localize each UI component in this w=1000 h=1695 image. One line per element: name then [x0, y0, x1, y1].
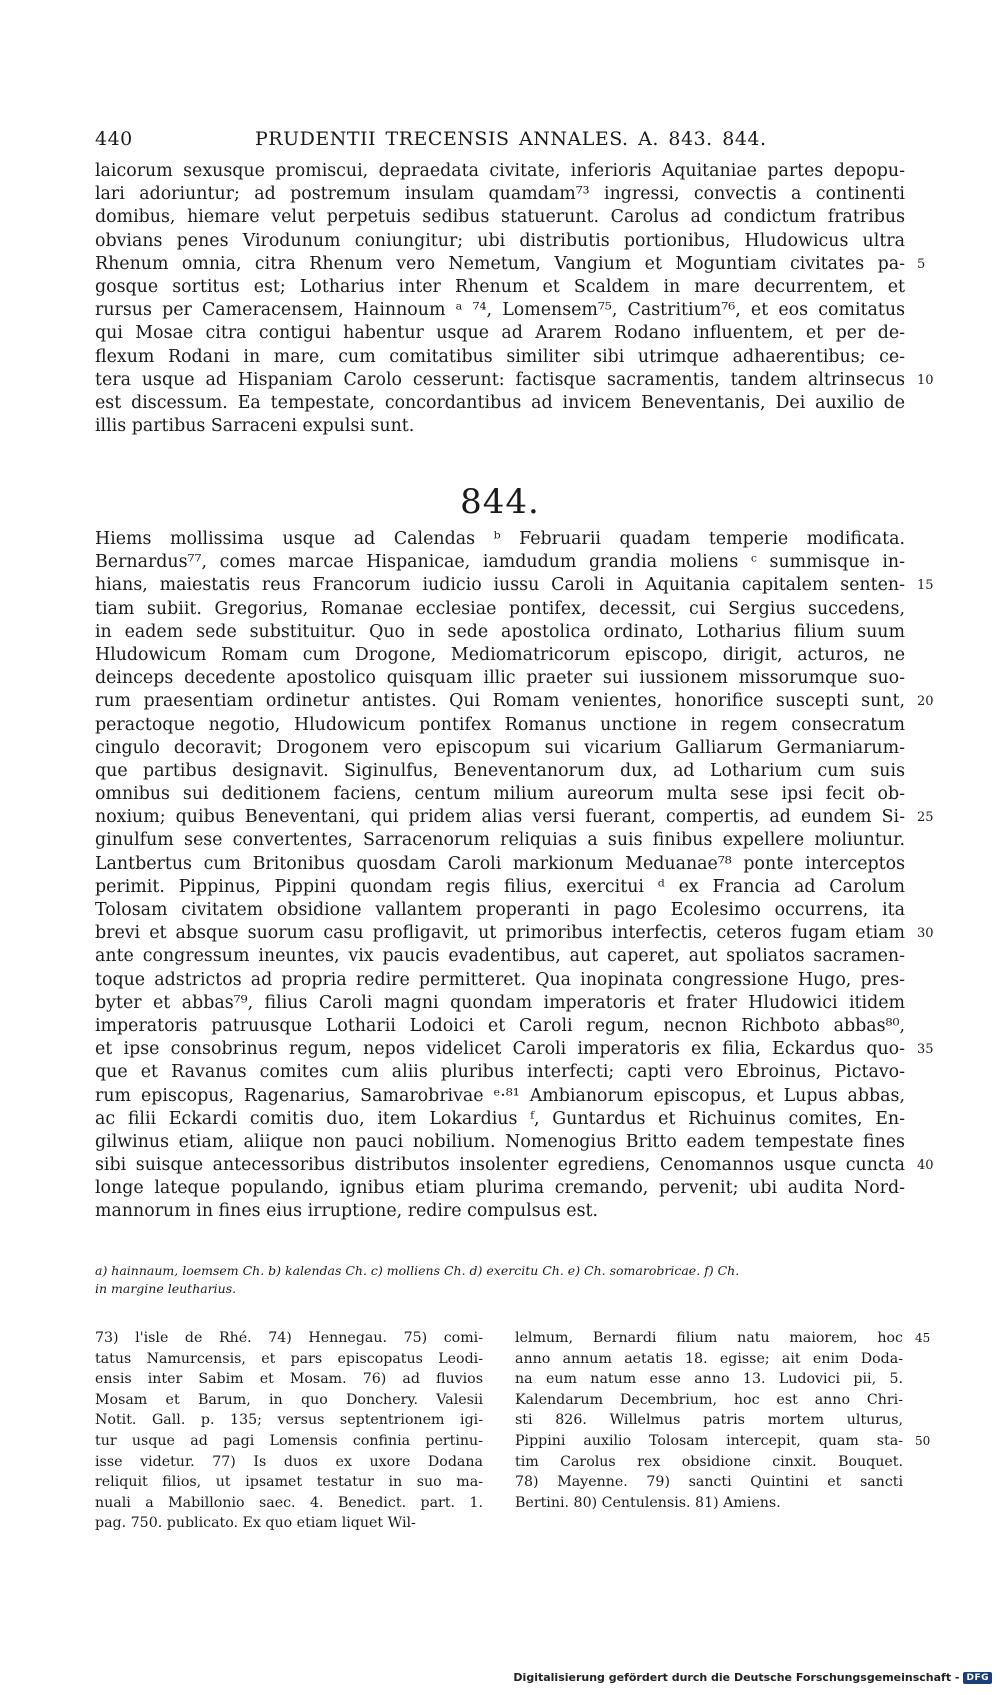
text-line [95, 1513, 483, 1534]
line-text: tera usque ad Hispaniam Carolo cesserunt: factisque sacramentis, tandem altrinsecus [95, 369, 905, 390]
text-line [95, 1200, 905, 1223]
text-line [95, 644, 905, 667]
text-line [95, 160, 905, 183]
line-text: sibi suisque antecessoribus distributos insolenter egrediens, Cenomannos usque cuncta [95, 1155, 905, 1176]
line-text: deinceps decedente apostolico quisquam illic praeter sui iussionem missorumque suo- [95, 668, 905, 689]
line-text: Pippini auxilio Tolosam intercepit, quam sta- [515, 1432, 903, 1449]
text-line [95, 528, 905, 551]
annals-843-text [95, 160, 934, 438]
text-line [95, 690, 934, 713]
line-text: domibus, hiemare velut perpetuis sedibus statuerunt. Carolus ad condictum fratribus [95, 207, 905, 228]
text-line [95, 299, 905, 322]
text-line [515, 1452, 903, 1473]
running-title: PRUDENTII TRECENSIS ANNALES. A. 843. 844. [255, 128, 767, 150]
text-line [95, 922, 934, 945]
line-text: Mosam et Barum, in quo Donchery. Valesii [95, 1391, 483, 1408]
page-number: 440 [95, 128, 133, 150]
text-line [515, 1390, 903, 1411]
text-line [95, 1038, 934, 1061]
line-text: ante congressum ineuntes, vix paucis evadentibus, aut caperet, aut spoliatos sacramen- [95, 946, 905, 967]
text-line [95, 737, 905, 760]
line-number: 10 [917, 372, 934, 388]
line-text: qui Mosae citra contigui habentur usque ad Ararem Rodano influentem, et per de- [95, 323, 905, 344]
text-line [95, 1472, 483, 1493]
text-line [95, 760, 905, 783]
text-line [95, 1177, 905, 1200]
line-text: gilwinus etiam, aliique non pauci nobilium. Nomenogius Britto eadem tempestate fines [95, 1131, 905, 1152]
line-text: byter et abbas⁷⁹, filius Caroli magni quondam imperatoris et frater Hludowici itidem [95, 992, 905, 1013]
line-number: 15 [917, 578, 934, 594]
text-line [95, 276, 905, 299]
text-line [95, 1431, 483, 1452]
line-number: 30 [917, 926, 934, 942]
text-line [95, 1369, 483, 1390]
line-text: perimit. Pippinus, Pippini quondam regis filius, exercitui ᵈ ex Francia ad Carolum [95, 876, 905, 897]
text-line [515, 1349, 903, 1370]
text-line [95, 1085, 905, 1108]
line-text: Notit. Gall. p. 135; versus septentrionem igi- [95, 1412, 483, 1429]
text-line [515, 1472, 903, 1493]
text-line [95, 1328, 483, 1349]
line-text: hians, maiestatis reus Francorum iudicio iussu Caroli in Aquitania capitalem senten- [95, 575, 905, 596]
line-text: ensis inter Sabim et Mosam. 76) ad fluvios [95, 1371, 483, 1388]
line-text: ac filii Eckardi comitis duo, item Lokardius ᶠ, Guntardus et Richuinus comites, En- [95, 1108, 905, 1129]
annals-844-text [95, 528, 934, 1224]
text-line [95, 183, 905, 206]
line-text: pag. 750. publicato. Ex quo etiam liquet Wil- [95, 1515, 416, 1532]
line-text: tiam subiit. Gregorius, Romanae ecclesiae pontifex, decessit, cui Sergius succedens, [95, 598, 905, 619]
footnotes-left-column [95, 1328, 483, 1534]
line-text: Hiems mollissima usque ad Calendas ᵇ Februarii quadam temperie modificata. [95, 529, 905, 549]
text-line [95, 783, 905, 806]
line-text: in eadem sede substituitur. Quo in sede apostolica ordinato, Lotharius filium suum [95, 621, 905, 642]
text-line [95, 346, 905, 369]
line-text: nuali a Mabillonio saec. 4. Benedict. part. 1. [95, 1494, 483, 1511]
dfg-logo: DFG [963, 1672, 992, 1684]
line-text: noxium; quibus Beneventani, qui pridem alias versi fuerant, compertis, ad eundem Si- [95, 807, 905, 828]
text-line [95, 667, 905, 690]
line-text: obvians penes Virodunum coniungitur; ubi distributis portionibus, Hludowicus ultra [95, 230, 905, 251]
line-text: Bernardus⁷⁷, comes marcae Hispanicae, iamdudum grandia moliens ᶜ summisque in- [95, 552, 905, 573]
text-line [95, 1493, 483, 1514]
text-line [95, 969, 905, 992]
text-line [95, 1452, 483, 1473]
line-text: tatus Namurcensis, et pars episcopatus Leodi- [95, 1350, 483, 1367]
line-text: sti 826. Willelmus patris mortem ulturus, [515, 1412, 903, 1429]
line-text: Lantbertus cum Britonibus quosdam Caroli markionum Meduanae⁷⁸ ponte interceptos [95, 853, 905, 874]
line-text: rum episcopus, Ragenarius, Samarobrivae ᵉ·⁸¹ Ambianorum episcopus, et Lupus abbas, [95, 1085, 905, 1106]
line-number: 20 [917, 694, 934, 710]
text-line [95, 253, 926, 276]
footnotes-right-column [515, 1328, 931, 1513]
line-text: Bertini. 80) Centulensis. 81) Amiens. [515, 1494, 781, 1511]
line-text: Hludowicum Romam cum Drogone, Mediomatricorum episcopo, dirigit, acturos, ne [95, 644, 905, 665]
text-line [95, 714, 905, 737]
text-line [95, 392, 905, 415]
line-text: isse videtur. 77) Is duos ex uxore Dodana [95, 1453, 483, 1470]
year-heading: 844. [460, 482, 540, 522]
line-text: flexum Rodani in mare, cum comitatibus similiter sibi utrimque adhaerentibus; ce- [95, 346, 905, 367]
text-line [515, 1493, 903, 1514]
line-number: 25 [917, 810, 934, 826]
text-line [515, 1328, 931, 1349]
text-line [95, 1390, 483, 1411]
text-line [515, 1369, 903, 1390]
apparatus-line: in margine leutharius. [95, 1281, 237, 1296]
line-text: Tolosam civitatem obsidione vallantem properanti in pago Ecolesimo occurrens, ita [95, 900, 905, 920]
line-text: 78) Mayenne. 79) sancti Quintini et sancti [515, 1474, 903, 1491]
line-number: 40 [917, 1158, 934, 1174]
text-line [95, 230, 905, 253]
digitization-footer [513, 1671, 992, 1684]
apparatus-line: a) hainnaum, loemsem Ch. b) kalendas Ch. c) molliens Ch. d) exercitu Ch. e) Ch. somarobricae. f) Ch. [95, 1263, 740, 1278]
text-line [95, 945, 905, 968]
line-text: et ipse consobrinus regum, nepos videlicet Caroli imperatoris ex filia, Eckardus quo- [95, 1039, 905, 1060]
line-text: lari adoriuntur; ad postremum insulam quamdam⁷³ ingressi, convectis a continenti [95, 184, 905, 205]
line-text: Kalendarum Decembrium, hoc est anno Chri- [515, 1391, 903, 1408]
text-line [95, 1154, 934, 1177]
line-text: Rhenum omnia, citra Rhenum vero Nemetum, Vangium et Moguntiam civitates pa- [95, 253, 905, 274]
footer-text: Digitalisierung gefördert durch die Deutsche Forschungsgemeinschaft - [513, 1671, 960, 1684]
text-line [95, 1349, 483, 1370]
line-text: omnibus sui deditionem faciens, centum milium aureorum multa sese ipsi fecit ob- [95, 784, 905, 805]
line-text: que partibus designavit. Siginulfus, Beneventanorum dux, ad Lotharium cum suis [95, 760, 905, 781]
line-text: laicorum sexusque promiscui, depraedata civitate, inferioris Aquitaniae partes depopu- [95, 161, 905, 181]
line-number: 45 [915, 1331, 931, 1345]
text-line [95, 806, 934, 829]
text-line [95, 853, 905, 876]
text-line [95, 1410, 483, 1431]
line-text: na eum natum esse anno 13. Ludovici pii, 5. [515, 1371, 903, 1388]
line-text: est discessum. Ea tempestate, concordantibus ad invicem Beneventanis, Dei auxilio de [95, 392, 905, 413]
line-text: peractoque negotio, Hludowicum pontifex Romanus unctione in regem consecratum [95, 714, 905, 735]
text-line [95, 574, 934, 597]
line-text: 73) l'isle de Rhé. 74) Hennegau. 75) comi- [95, 1330, 483, 1346]
critical-apparatus [95, 1262, 905, 1298]
line-text: ginulfum sese convertentes, Sarracenorum reliquias a suis finibus expellere moliuntur. [95, 830, 905, 851]
line-number: 5 [917, 256, 926, 272]
text-line [95, 1015, 905, 1038]
text-line [95, 369, 934, 392]
line-text: rum praesentiam ordinetur antistes. Qui Romam venientes, honorifice suscepti sunt, [95, 691, 905, 712]
text-line [95, 415, 905, 438]
line-text: tur usque ad pagi Lomensis confinia pertinu- [95, 1432, 483, 1449]
text-line [95, 1061, 905, 1084]
text-line [95, 1108, 905, 1131]
line-text: illis partibus Sarraceni expulsi sunt. [95, 416, 415, 437]
text-line [95, 1131, 905, 1154]
text-line [95, 992, 905, 1015]
line-text: toque adstrictos ad propria redire permitteret. Qua inopinata congressione Hugo, pres- [95, 969, 905, 990]
line-text: reliquit filios, ut ipsamet testatur in suo ma- [95, 1474, 483, 1491]
line-text: que et Ravanus comites cum aliis pluribus interfecti; capti vero Ebroinus, Pictavo- [95, 1062, 905, 1083]
text-line [95, 621, 905, 644]
text-line [515, 1431, 931, 1452]
text-line [95, 206, 905, 229]
line-text: brevi et absque suorum casu profligavit, ut primoribus interfectis, ceteros fugam etiam [95, 923, 905, 944]
line-text: tim Carolus rex obsidione cinxit. Bouquet. [515, 1453, 903, 1470]
text-line [95, 876, 905, 899]
line-text: anno annum aetatis 18. egisse; ait enim Doda- [515, 1350, 903, 1367]
text-line [95, 322, 905, 345]
text-line [95, 598, 905, 621]
line-text: longe lateque populando, ignibus etiam plurima cremando, pervenit; ubi audita Nord- [95, 1178, 905, 1199]
line-text: rursus per Cameracensem, Hainnoum ᵃ ⁷⁴, Lomensem⁷⁵, Castritium⁷⁶, et eos comitatus [95, 300, 905, 321]
line-text: cingulo decoravit; Drogonem vero episcopum sui vicarium Galliarum Germaniarum- [95, 737, 905, 758]
line-text: mannorum in fines eius irruptione, redire compulsus est. [95, 1201, 599, 1222]
text-line [95, 899, 905, 922]
text-line [95, 829, 905, 852]
line-text: gosque sortitus est; Lotharius inter Rhenum et Scaldem in mare decurrentem, et [95, 276, 905, 297]
line-text: imperatoris patruusque Lotharii Lodoici et Caroli regum, necnon Richboto abbas⁸⁰, [95, 1015, 905, 1036]
line-number: 35 [917, 1042, 934, 1058]
line-number: 50 [915, 1433, 931, 1448]
line-text: lelmum, Bernardi filium natu maiorem, hoc [515, 1330, 903, 1346]
text-line [95, 551, 905, 574]
text-line [515, 1410, 903, 1431]
